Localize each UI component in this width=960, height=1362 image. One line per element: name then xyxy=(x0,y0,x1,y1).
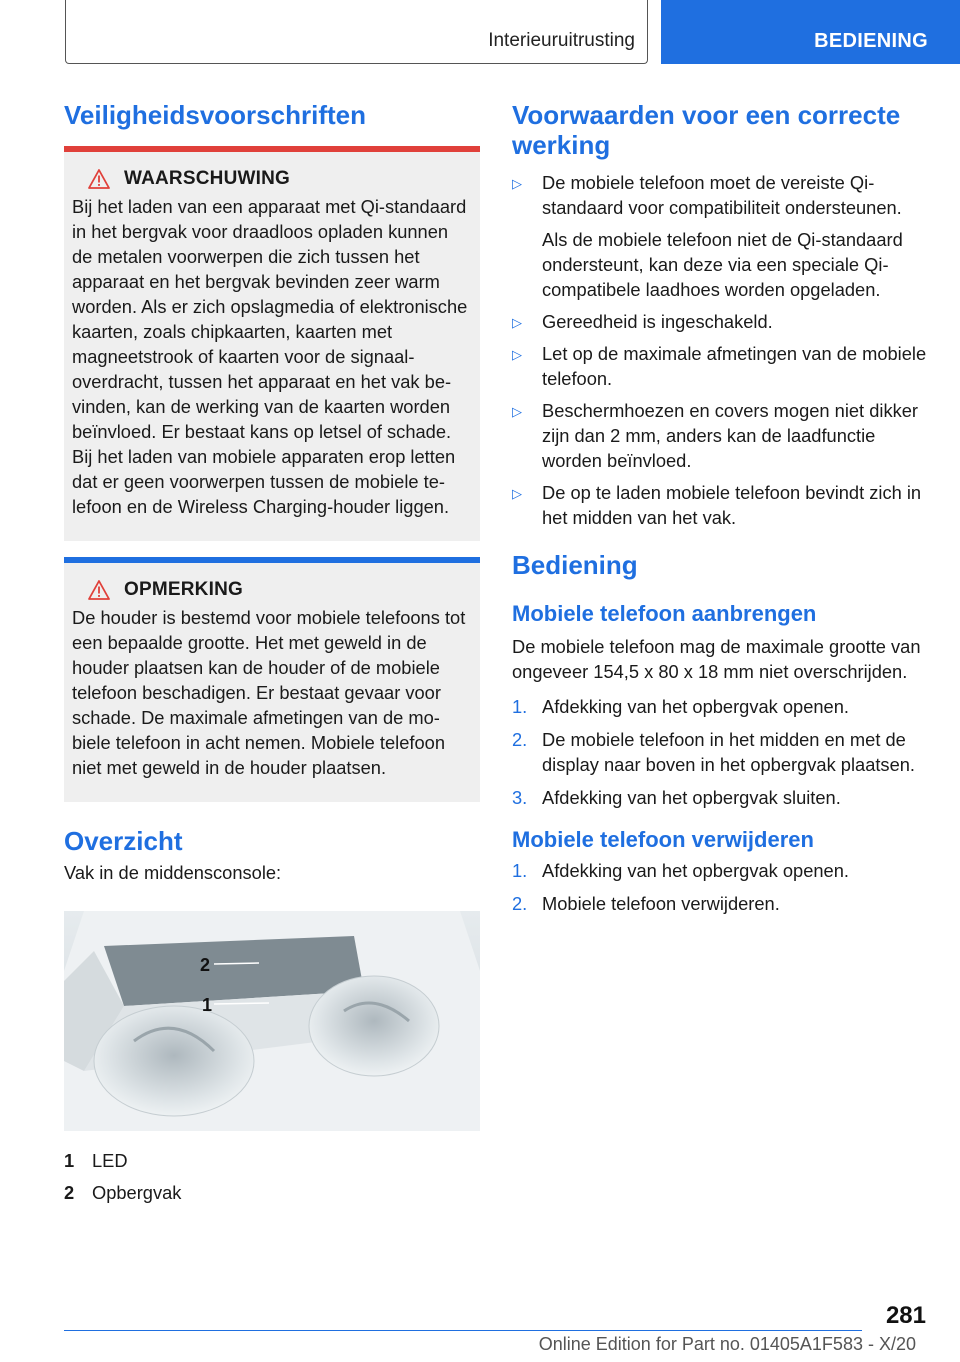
requirement-text: De mobiele telefoon moet de vereiste Qi-standaard voor compatibiliteit ondersteunen. xyxy=(542,172,902,218)
notice-box xyxy=(64,557,480,802)
page-number: 281 xyxy=(885,1302,926,1329)
warning-text: Bij het laden van een apparaat met Qi-standaard in het bergvak voor draadloos opladen kunnen de metalen voorwerpen die zich tussen het apparaat en het bergvak bevinden zeer warm worden. Als er zich opslagmedia of elektronische kaarten, zoals chipkaarten, kaarten met magneetstrook of kaarten voor de signaaloverdracht, tussen het apparaat en het vak bevinden, kan de werking van de kaarten worden beïnvloed. Er bestaat kans op letsel of schade. Bij het laden van mobiele apparaten erop letten dat er geen voorwerpen tussen de mobiele telefoon en de Wireless Charging-houder liggen. xyxy=(72,196,468,517)
step-number: 2. xyxy=(512,893,528,914)
triangle-bullet-icon: ▷ xyxy=(512,176,522,191)
step-number: 1. xyxy=(512,696,528,717)
notice-text: De houder is bestemd voor mobiele telefoons tot een bepaalde grootte. Het met geweld in de houder plaatsen kan de houder of de mobiele telefoon beschadigen. Er bestaat gevaar voor schade. De maximale afmetingen van de mobiele telefoon in acht nemen. Mobiele telefoon niet met geweld in de houder plaatsen. xyxy=(72,607,466,778)
list-item xyxy=(512,170,932,302)
header-chapter-tab xyxy=(661,0,960,64)
step-item xyxy=(512,727,932,777)
step-text: De mobiele telefoon in het midden en met de display naar boven in het opbergvak plaatsen. xyxy=(542,729,915,775)
footer-divider xyxy=(64,1330,862,1331)
header-section-tab xyxy=(65,0,648,64)
legend-key: 2 xyxy=(64,1182,75,1203)
remove-heading: Mobiele telefoon verwijderen xyxy=(512,827,814,852)
step-text: Afdekking van het opbergvak sluiten. xyxy=(542,787,841,808)
figure-legend xyxy=(64,1145,480,1209)
triangle-bullet-icon: ▷ xyxy=(512,486,522,501)
legend-row xyxy=(64,1177,480,1209)
requirement-text: De op te laden mobiele telefoon bevindt zich in het midden van het vak. xyxy=(542,482,922,528)
list-item xyxy=(512,309,932,334)
console-figure xyxy=(64,911,480,1131)
place-heading: Mobiele telefoon aanbrengen xyxy=(512,601,817,626)
step-item xyxy=(512,858,932,883)
legend-label: Opbergvak xyxy=(92,1182,182,1203)
step-item xyxy=(512,785,932,810)
step-text: Afdekking van het opbergvak openen. xyxy=(542,860,849,881)
requirement-text: Beschermhoezen en covers mogen niet dikker zijn dan 2 mm, anders kan de laadfunctie worden beïnvloed. xyxy=(542,400,918,471)
requirement-text: Gereedheid is ingeschakeld. xyxy=(542,311,773,332)
notice-label: OPMERKING xyxy=(124,579,243,600)
triangle-bullet-icon: ▷ xyxy=(512,347,522,362)
step-number: 1. xyxy=(512,860,528,881)
warning-triangle-icon xyxy=(88,169,110,189)
step-number: 2. xyxy=(512,729,528,750)
requirements-heading: Voorwaarden voor een correcte werking xyxy=(512,100,901,160)
left-column xyxy=(64,100,480,1209)
legend-label: LED xyxy=(92,1150,128,1171)
section-title: Interieuruitrusting xyxy=(488,30,635,51)
remove-steps xyxy=(512,858,932,916)
triangle-bullet-icon: ▷ xyxy=(512,404,522,419)
step-item xyxy=(512,891,932,916)
place-steps xyxy=(512,694,932,810)
callout-1: 1 xyxy=(202,995,213,1015)
legend-key: 1 xyxy=(64,1150,75,1171)
callout-2: 2 xyxy=(200,955,211,975)
warning-box xyxy=(64,146,480,541)
list-item xyxy=(512,480,932,530)
warning-header xyxy=(64,152,480,190)
requirement-extra: Als de mobiele telefoon niet de Qi-standaard ondersteunt, kan deze via een speciale Qi-compatibele laadhoes worden opgeladen. xyxy=(542,229,903,300)
step-text: Afdekking van het opbergvak openen. xyxy=(542,696,849,717)
notice-triangle-icon xyxy=(88,580,110,600)
overview-heading: Overzicht xyxy=(64,826,183,856)
operation-heading: Bediening xyxy=(512,550,638,580)
place-text: De mobiele telefoon mag de maximale grootte van ongeveer 154,5 x 80 x 18 mm niet overschrijden. xyxy=(512,636,921,682)
requirement-text: Let op de maximale afmetingen van de mobiele telefoon. xyxy=(542,343,927,389)
chapter-title: BEDIENING xyxy=(814,30,928,52)
list-item xyxy=(512,341,932,391)
step-number: 3. xyxy=(512,787,528,808)
legend-row xyxy=(64,1145,480,1177)
overview-text: Vak in de middensconsole: xyxy=(64,862,282,883)
triangle-bullet-icon: ▷ xyxy=(512,315,522,330)
online-edition: Online Edition for Part no. 01405A1F583 - X/20 xyxy=(538,1334,916,1354)
list-item xyxy=(512,398,932,473)
step-text: Mobiele telefoon verwijderen. xyxy=(542,893,780,914)
safety-heading: Veiligheidsvoorschriften xyxy=(64,100,366,130)
warning-label: WAARSCHUWING xyxy=(124,168,290,189)
notice-header xyxy=(64,563,480,601)
step-item xyxy=(512,694,932,719)
requirements-list xyxy=(512,170,932,530)
console-illustration xyxy=(64,911,480,1131)
right-column xyxy=(512,100,932,924)
